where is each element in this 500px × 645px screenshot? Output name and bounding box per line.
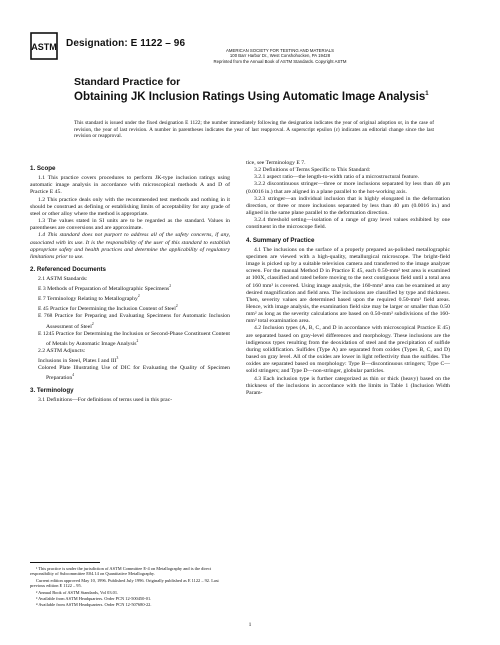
paragraph: 1.1 This practice covers procedures to perform JK-type inclusion ratings using automatic image analysis in accordance with microscopical methods A and D of Practice E 45. — [30, 175, 230, 196]
paragraph: 4.1 The inclusions on the surface of a properly prepared as-polished metallographic specimen are viewed with a high-quality, metallurgical microscope. The bright-field image is picked up by a suitable television camera and transferred to the image analyzer screen. For the manual Method D in Practice E 45, each 0.50-mm² test area is examined at 100X, classified and rated before moving to the next contiguous field until a total area of 160 mm² is covered. Using image analysis, the 160-mm² area can be examined at any desired magnification and field area. The inclusions are classified by type and thickness. Then, severity values are determined based upon the required 0.50-mm² field areas. Hence, with image analysis, the examination field size may be larger or smaller than 0.50 mm² as long as the severity calculations are based on 0.50-mm² subdivisions of the 160-mm² total examination area. — [246, 246, 450, 325]
reference-item: Inclusions in Steel, Plates I and III$^3$ — [38, 356, 119, 364]
paragraph: 3.2.3 stringer—an individual inclusion that is highly elongated in the deformation direction, or three or more inclusions separated by less than 40 μm (0.0016 in.) and aligned in the same plane parallel to the deformation direction. — [246, 195, 450, 217]
footnote: Current edition approved May 10, 1996. Published July 1996. Originally published as E 1122 – 92. Last previous edition E 1122 – 95. — [30, 577, 219, 589]
designation: Designation: E 1122 – 96 — [66, 38, 186, 49]
footnotes — [30, 562, 230, 609]
paragraph: 1.3 The values stated in SI units are to be regarded as the standard. Values in parentheses are conversions and are approximate. — [30, 218, 230, 232]
reference-item: E 45 Practice for Determining the Inclusion Content of Steel$^2$ — [38, 304, 178, 313]
right-column — [246, 160, 450, 397]
footnote: ¹ This practice is under the jurisdiction of ASTM Committee E-4 on Metallography and is the direct responsibility of Subcommittee E04.14 on Quantitative Metallography. — [30, 566, 212, 577]
reference-item: E 3 Methods of Preparation of Metallographic Specimens$^2$ — [38, 284, 172, 293]
publisher-line: AMERICAN SOCIETY FOR TESTING AND MATERIALS — [226, 48, 334, 53]
paragraph: 3.2.4 threshold setting—isolation of a range of gray level values exhibited by one constituent in the microscope field. — [246, 217, 450, 231]
publisher-line: 100 Barr Harbor Dr., West Conshohocken, PA 19428 — [229, 53, 331, 59]
astm-logo-icon — [30, 32, 58, 60]
paragraph: 3.2 Definitions of Terms Specific to This Standard: — [254, 167, 371, 174]
paragraph: 4.2 Inclusion types (A, B, C, and D in accordance with microscopical Practice E 45) are separated based on gray-level differences and morphology. These inclusions are the indigenous types resulting from the deoxidation of steel and the precipitation of sulfide during solidification. Sulfides (Type A) are separated from oxides (Types B, C, and D) based on gray level. All of the oxides are lower in light reflectivity than the sulfides. The oxides are separated based on morphology: Type B—discontinuous stringers; Type C—solid stringers; and Type D—non-stringer, globular particles. — [246, 325, 450, 375]
title-line-1: Standard Practice for — [74, 76, 181, 88]
section-heading: 2. Referenced Documents — [30, 266, 106, 274]
section-heading: 3. Terminology — [30, 387, 74, 395]
publisher-line: Reprinted from the Annual Book of ASTM Standards. Copyright ASTM — [213, 58, 347, 64]
reference-item: E 768 Practice for Preparing and Evaluating Specimens for Automatic Inclusion Assessment of Steel$^2$ — [38, 313, 230, 330]
footnote-divider — [30, 562, 100, 563]
paragraph: 1.2 This practice deals only with the recommended test methods and nothing in it should be construed as defining or establishing limits of acceptability for any grade of steel or other alloy where the method is appropriate. — [30, 196, 230, 217]
reference-subheading: 2.2 ASTM Adjuncts: — [38, 347, 86, 354]
preamble: This standard is issued under the fixed designation E 1122; the number immediately following the designation indicates the year of original adoption or, in the case of revision, the year of last revision. A number in parentheses indicates the year of last reapproval. A superscript epsilon (ε) indicates an editorial change since the last revision or reapproval. — [74, 120, 434, 140]
reference-item: Colored Plate Illustrating Use of DIC for Evaluating the Quality of Specimen Preparation$^4$ — [38, 365, 230, 382]
paragraph: tice, see Terminology E 7. — [246, 160, 306, 166]
reference-subheading: 2.1 ASTM Standards: — [38, 276, 88, 283]
section-heading: 4. Summary of Practice — [246, 236, 315, 244]
footnote: ³ Available from ASTM Headquarters. Order PCN 12-500450-01. — [36, 596, 152, 602]
title-line-2 — [74, 88, 434, 104]
paragraph: 4.3 Each inclusion type is further categorized as thin or thick (heavy) based on the thickness of the inclusions in accordance with the limits in Table 1 (Inclusion Width Param- — [246, 375, 450, 396]
section-heading: 1. Scope — [30, 165, 56, 172]
left-column — [30, 160, 230, 405]
svg-text:ASTM: ASTM — [31, 42, 57, 52]
publisher-block — [160, 48, 400, 64]
page-number: 1 — [248, 622, 252, 628]
footnote: ² Annual Book of ASTM Standards, Vol 03.01. — [36, 589, 119, 595]
paragraph: 1.4 This standard does not purport to address all of the safety concerns, if any, associated with its use. It is the responsibility of the user of this standard to establish appropriate safety and health practices and determine the applicability of regulatory limitations prior to use. — [30, 232, 230, 260]
title-footnote-mark: 1 — [425, 91, 429, 97]
title-text: Obtaining JK Inclusion Ratings Using Automatic Image Analysis — [74, 90, 426, 103]
paragraph: 3.2.2 discontinuous stringer—three or more inclusions separated by less than 40 μm (0.0016 in.) that are aligned in a plane parallel to the hot-working axis. — [246, 181, 450, 195]
reference-item: E 1245 Practice for Determining the Inclusion or Second-Phase Constituent Content of Metals by Automatic Image Analysis$^2$ — [38, 330, 230, 347]
document-title — [74, 76, 434, 104]
reference-item: E 7 Terminology Relating to Metallography$^2$ — [38, 294, 140, 303]
footnote: ⁴ Available from ASTM Headquarters. Order PCN 12-507680-22. — [36, 602, 152, 608]
paragraph: 3.1 Definitions—For definitions of terms used in this prac- — [38, 397, 173, 404]
paragraph: 3.2.1 aspect ratio—the length-to-width ratio of a microstructural feature. — [254, 174, 420, 181]
